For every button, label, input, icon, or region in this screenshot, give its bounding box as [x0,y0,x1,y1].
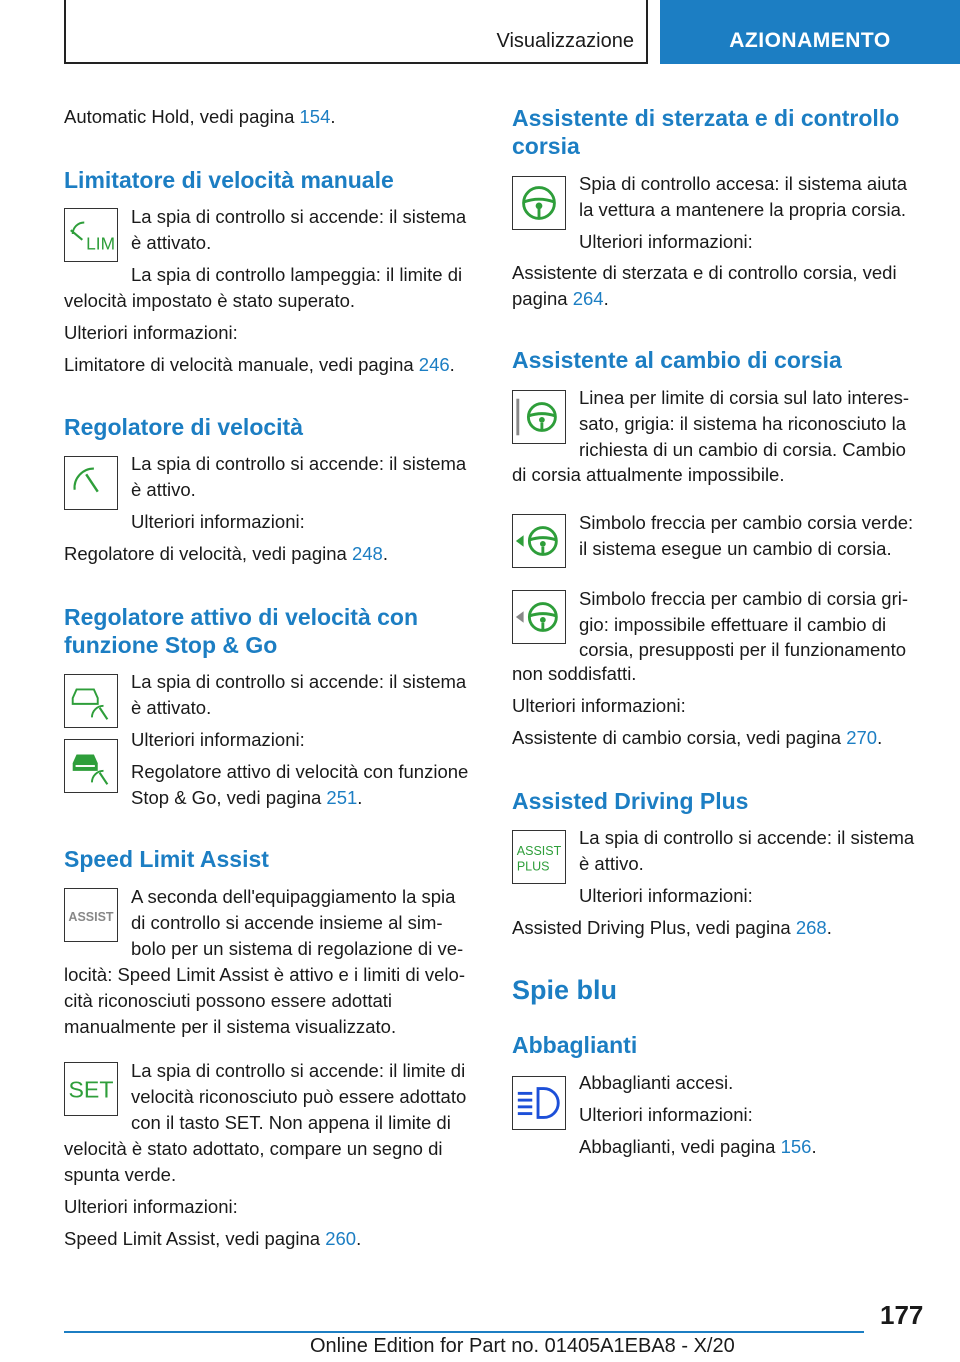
set-icon [64,1062,118,1116]
lanechange-more: Ulteriori informazioni: [512,695,686,716]
sla-text-4: locità: Speed Limit Assist è attivo e i limiti di velo- [64,964,465,985]
section-title-sla: Speed Limit Assist [64,846,269,872]
steer-ref-2: pagina 264. [512,288,609,309]
high-beam-icon [512,1076,566,1130]
steering-wheel-icon [512,176,566,230]
header-chapter-label: AZIONAMENTO [729,29,891,52]
lane-change-green-arrow-icon [512,514,566,568]
lanechange-text-1: Linea per limite di corsia sul lato interes- [579,387,910,408]
adp-text-2: è attivo. [579,853,644,874]
speed-limiter-text-3: La spia di controllo lampeggia: il limite di [131,264,463,285]
set-text-1: La spia di controllo si accende: il limite di [131,1060,466,1081]
section-title-steer-1: Assistente di sterzata e di controllo [512,105,900,131]
intro-line: Automatic Hold, vedi pagina 154. [64,106,336,127]
sla-text-2: di controllo si accende insieme al sim- [131,912,443,933]
assisted-driving-plus-icon [512,830,566,884]
footer-edition: Online Edition for Part no. 01405A1EBA8 - X/20 [310,1335,735,1357]
footer-divider [64,1331,864,1333]
sla-text-1: A seconda dell'equipaggiamento la spia [131,886,456,907]
svg-text:PLUS: PLUS [516,859,550,874]
cruise-control-icon [64,456,118,510]
section-title-lanechange: Assistente al cambio di corsia [512,347,842,373]
page-link[interactable]: 156 [780,1136,812,1157]
page-link[interactable]: 248 [351,543,383,564]
lanechange-gray-text-4: non soddisfatti. [512,663,637,684]
svg-text:LIM: LIM [86,233,116,254]
section-title-cruise: Regolatore di velocità [64,414,304,440]
speed-limiter-text-2: è attivato. [131,232,212,253]
sla-ref: Speed Limit Assist, vedi pagina 260. [64,1228,362,1249]
highbeam-more: Ulteriori informazioni: [579,1104,753,1125]
cruise-more: Ulteriori informazioni: [131,511,305,532]
acc-ref-2: Stop & Go, vedi pagina 251. [131,787,363,808]
steer-more: Ulteriori informazioni: [579,231,753,252]
header-chapter-tab[interactable] [660,0,960,64]
acc-more: Ulteriori informazioni: [131,729,305,750]
steer-ref-1: Assistente di sterzata e di controllo corsia, vedi [512,262,897,283]
lane-change-gray-arrow-icon [512,590,566,644]
cruise-ref: Regolatore di velocità, vedi pagina 248. [64,543,388,564]
acc-car-filled-icon [64,739,118,793]
adp-ref: Assisted Driving Plus, vedi pagina 268. [512,917,832,938]
svg-text:ASSIST: ASSIST [516,844,562,859]
page-link[interactable]: 246 [418,354,450,375]
section-title-highbeam: Abbaglianti [512,1032,638,1058]
section-title-speed-limiter: Limitatore di velocità manuale [64,167,394,193]
svg-text:SET: SET [68,1076,114,1103]
set-text-3: con il tasto SET. Non appena il limite di [131,1112,451,1133]
acc-ref-1: Regolatore attivo di velocità con funzione [131,761,469,782]
sla-more: Ulteriori informazioni: [64,1196,238,1217]
steer-text-2: la vettura a mantenere la propria corsia. [579,199,907,220]
page-link[interactable]: 270 [846,727,878,748]
page-number: 177 [880,1300,924,1330]
set-text-2: velocità riconosciuto può essere adottato [131,1086,467,1107]
lanechange-text-2: sato, grigia: il sistema ha riconosciuto la [579,413,906,434]
section-title-adp: Assisted Driving Plus [512,788,749,814]
page-link[interactable]: 251 [326,787,358,808]
acc-car-outline-icon [64,674,118,728]
section-title-acc-2: funzione Stop & Go [64,632,278,658]
lane-change-gray-line-icon [512,390,566,444]
page-link[interactable]: 264 [572,288,604,309]
speed-limiter-text-1: La spia di controllo si accende: il sistema [131,206,467,227]
speed-limiter-more: Ulteriori informazioni: [64,322,238,343]
sla-text-6: manualmente per il sistema visualizzato. [64,1016,397,1037]
header-section-box [64,0,648,64]
acc-text-2: è attivato. [131,697,212,718]
highbeam-text-1: Abbaglianti accesi. [579,1072,734,1093]
header-section-title: Visualizzazione [496,30,634,52]
lanechange-gray-text-1: Simbolo freccia per cambio di corsia gri- [579,588,909,609]
lanechange-gray-text-3: corsia, presupposti per il funzionamento [579,639,907,660]
set-text-4: velocità è stato adottato, compare un segno di [64,1138,443,1159]
sla-text-5: cità riconosciuti possono essere adottati [64,990,393,1011]
speed-limiter-text-4: velocità impostato è stato superato. [64,290,356,311]
acc-text-1: La spia di controllo si accende: il sistema [131,671,467,692]
page-link[interactable]: 268 [795,917,827,938]
highbeam-ref: Abbaglianti, vedi pagina 156. [579,1136,817,1157]
section-title-acc-1: Regolatore attivo di velocità con [64,604,419,630]
adp-more: Ulteriori informazioni: [579,885,753,906]
sla-text-3: bolo per un sistema di regolazione di ve- [131,938,464,959]
adp-text-1: La spia di controllo si accende: il sistema [579,827,915,848]
cruise-text-1: La spia di controllo si accende: il sistema [131,453,467,474]
page-link[interactable]: 260 [325,1228,357,1249]
speed-limiter-ref: Limitatore di velocità manuale, vedi pagina 246. [64,354,455,375]
section-title-blue-lights: Spie blu [512,975,618,1005]
page-link[interactable]: 154 [299,106,331,127]
lanechange-ref: Assistente di cambio corsia, vedi pagina 270. [512,727,883,748]
lanechange-green-text-1: Simbolo freccia per cambio corsia verde: [579,512,914,533]
set-text-5: spunta verde. [64,1164,177,1185]
lanechange-gray-text-2: gio: impossibile effettuare il cambio di [579,614,887,635]
lanechange-text-4: di corsia attualmente impossibile. [512,464,785,485]
cruise-text-2: è attivo. [131,479,196,500]
section-title-steer-2: corsia [512,133,580,159]
speed-limiter-icon [64,208,118,262]
lanechange-green-text-2: il sistema esegue un cambio di corsia. [579,538,892,559]
speed-limit-assist-icon [64,888,118,942]
lanechange-text-3: richiesta di un cambio di corsia. Cambio [579,439,906,460]
svg-text:ASSIST: ASSIST [68,909,114,924]
steer-text-1: Spia di controllo accesa: il sistema aiuta [579,173,908,194]
